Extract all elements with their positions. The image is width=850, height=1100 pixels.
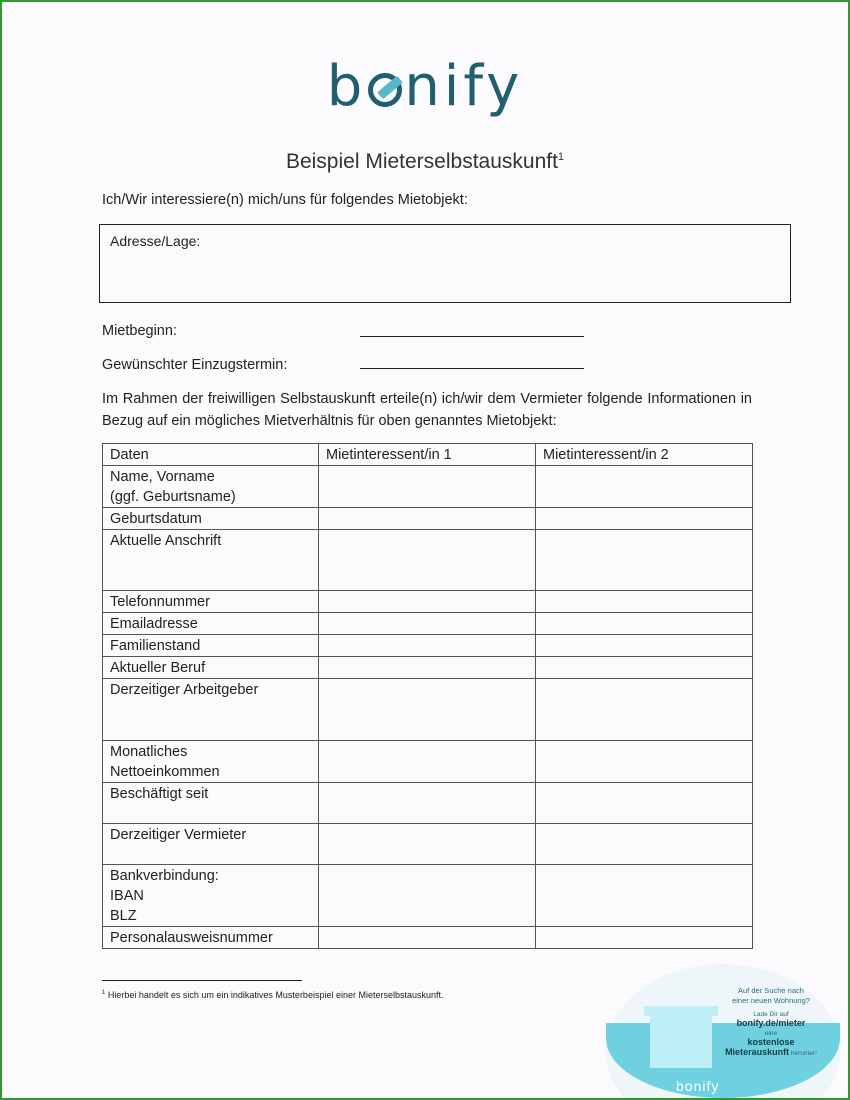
logo-check-icon <box>368 73 402 107</box>
applicant-2-cell[interactable] <box>536 865 753 927</box>
footnote <box>102 990 444 1000</box>
table-row <box>103 783 753 824</box>
promo-line: eine <box>764 1030 778 1037</box>
table-header-cell: Daten <box>103 444 319 466</box>
page-title <box>2 150 848 174</box>
applicant-1-cell[interactable] <box>319 613 536 635</box>
promo-highlight: Mieterauskunft <box>725 1047 790 1057</box>
table-row <box>103 865 753 927</box>
row-label: Telefonnummer <box>103 591 319 613</box>
row-label <box>103 466 319 508</box>
applicant-2-cell[interactable] <box>536 741 753 783</box>
applicant-2-cell[interactable] <box>536 679 753 741</box>
row-label: Aktueller Beruf <box>103 657 319 679</box>
applicant-1-cell[interactable] <box>319 679 536 741</box>
row-label-line: Monatliches <box>110 744 188 760</box>
table-row <box>103 530 753 591</box>
move-in-label: Gewünschter Einzugstermin: <box>102 357 288 373</box>
promo-line: Lade Dir auf <box>753 1011 789 1018</box>
consent-paragraph: Im Rahmen der freiwilligen Selbstauskunft erteile(n) ich/wir dem Vermieter folgende Informationen in Bezug auf ein mögliches Mietverhältnis für oben genanntes Mietobjekt: <box>102 391 752 429</box>
promo-badge[interactable] <box>606 964 840 1098</box>
rental-start-label: Mietbeginn: <box>102 323 177 339</box>
applicant-1-cell[interactable] <box>319 824 536 865</box>
applicant-1-cell[interactable] <box>319 783 536 824</box>
table-row <box>103 591 753 613</box>
promo-url[interactable]: bonify.de/mieter <box>736 1018 806 1028</box>
row-label-line: Name, Vorname <box>110 469 215 485</box>
intro-text: Ich/Wir interessiere(n) mich/uns für folgendes Mietobjekt: <box>102 192 468 208</box>
move-in-line[interactable] <box>360 368 584 369</box>
row-label: Aktuelle Anschrift <box>103 530 319 591</box>
applicant-1-cell[interactable] <box>319 466 536 508</box>
table-row <box>103 657 753 679</box>
promo-line: herunter! <box>790 1050 817 1057</box>
table-row <box>103 635 753 657</box>
table-row <box>103 824 753 865</box>
table-row <box>103 466 753 508</box>
applicant-2-cell[interactable] <box>536 530 753 591</box>
applicant-2-cell[interactable] <box>536 591 753 613</box>
row-label: Personalausweisnummer <box>103 927 319 949</box>
row-label <box>103 865 319 927</box>
footnote-marker: 1 <box>102 990 106 996</box>
promo-headline <box>716 986 826 1006</box>
bonify-logo <box>2 54 848 119</box>
applicant-2-cell[interactable] <box>536 635 753 657</box>
promo-line: einer neuen Wohnung? <box>732 996 810 1005</box>
row-label: Derzeitiger Arbeitgeber <box>103 679 319 741</box>
table-row <box>103 613 753 635</box>
address-box[interactable] <box>99 224 791 303</box>
promo-logo: bonify <box>676 1078 720 1094</box>
row-label <box>103 741 319 783</box>
applicant-1-cell[interactable] <box>319 865 536 927</box>
logo-text-start: b <box>326 54 367 119</box>
applicant-1-cell[interactable] <box>319 927 536 949</box>
promo-line: Auf der Suche nach <box>738 986 804 995</box>
title-footnote-marker: 1 <box>557 151 565 163</box>
applicant-2-cell[interactable] <box>536 927 753 949</box>
table-row <box>103 741 753 783</box>
promo-body <box>716 1010 826 1058</box>
applicant-2-cell[interactable] <box>536 466 753 508</box>
logo-text-end: nify <box>404 54 524 119</box>
applicant-1-cell[interactable] <box>319 741 536 783</box>
brandenburg-gate-icon <box>650 1014 712 1068</box>
applicant-2-cell[interactable] <box>536 613 753 635</box>
row-label: Beschäftigt seit <box>103 783 319 824</box>
row-label-line: Bankverbindung: <box>110 868 219 884</box>
applicant-table <box>102 443 753 949</box>
footnote-text: Hierbei handelt es sich um ein indikatives Musterbeispiel einer Mieterselbstauskunft. <box>105 990 444 1000</box>
applicant-2-cell[interactable] <box>536 783 753 824</box>
row-label-line: Nettoeinkommen <box>110 764 220 780</box>
title-text: Beispiel Mieterselbstauskunft <box>285 150 558 173</box>
applicant-2-cell[interactable] <box>536 508 753 530</box>
table-header-cell: Mietinteressent/in 2 <box>536 444 753 466</box>
rental-start-line[interactable] <box>360 336 584 337</box>
footnote-divider <box>102 980 302 981</box>
applicant-1-cell[interactable] <box>319 530 536 591</box>
row-label-line: IBAN <box>110 888 144 904</box>
row-label: Derzeitiger Vermieter <box>103 824 319 865</box>
table-row <box>103 508 753 530</box>
address-label: Adresse/Lage: <box>110 233 201 249</box>
applicant-2-cell[interactable] <box>536 824 753 865</box>
table-header-cell: Mietinteressent/in 1 <box>319 444 536 466</box>
row-label-line: (ggf. Geburtsname) <box>110 489 236 505</box>
row-label-line: BLZ <box>110 908 137 924</box>
row-label: Emailadresse <box>103 613 319 635</box>
table-header-row <box>103 444 753 466</box>
row-label: Familienstand <box>103 635 319 657</box>
applicant-1-cell[interactable] <box>319 508 536 530</box>
row-label: Geburtsdatum <box>103 508 319 530</box>
applicant-1-cell[interactable] <box>319 591 536 613</box>
applicant-1-cell[interactable] <box>319 657 536 679</box>
applicant-2-cell[interactable] <box>536 657 753 679</box>
promo-highlight: kostenlose <box>747 1037 795 1047</box>
table-row <box>103 679 753 741</box>
table-row <box>103 927 753 949</box>
applicant-1-cell[interactable] <box>319 635 536 657</box>
